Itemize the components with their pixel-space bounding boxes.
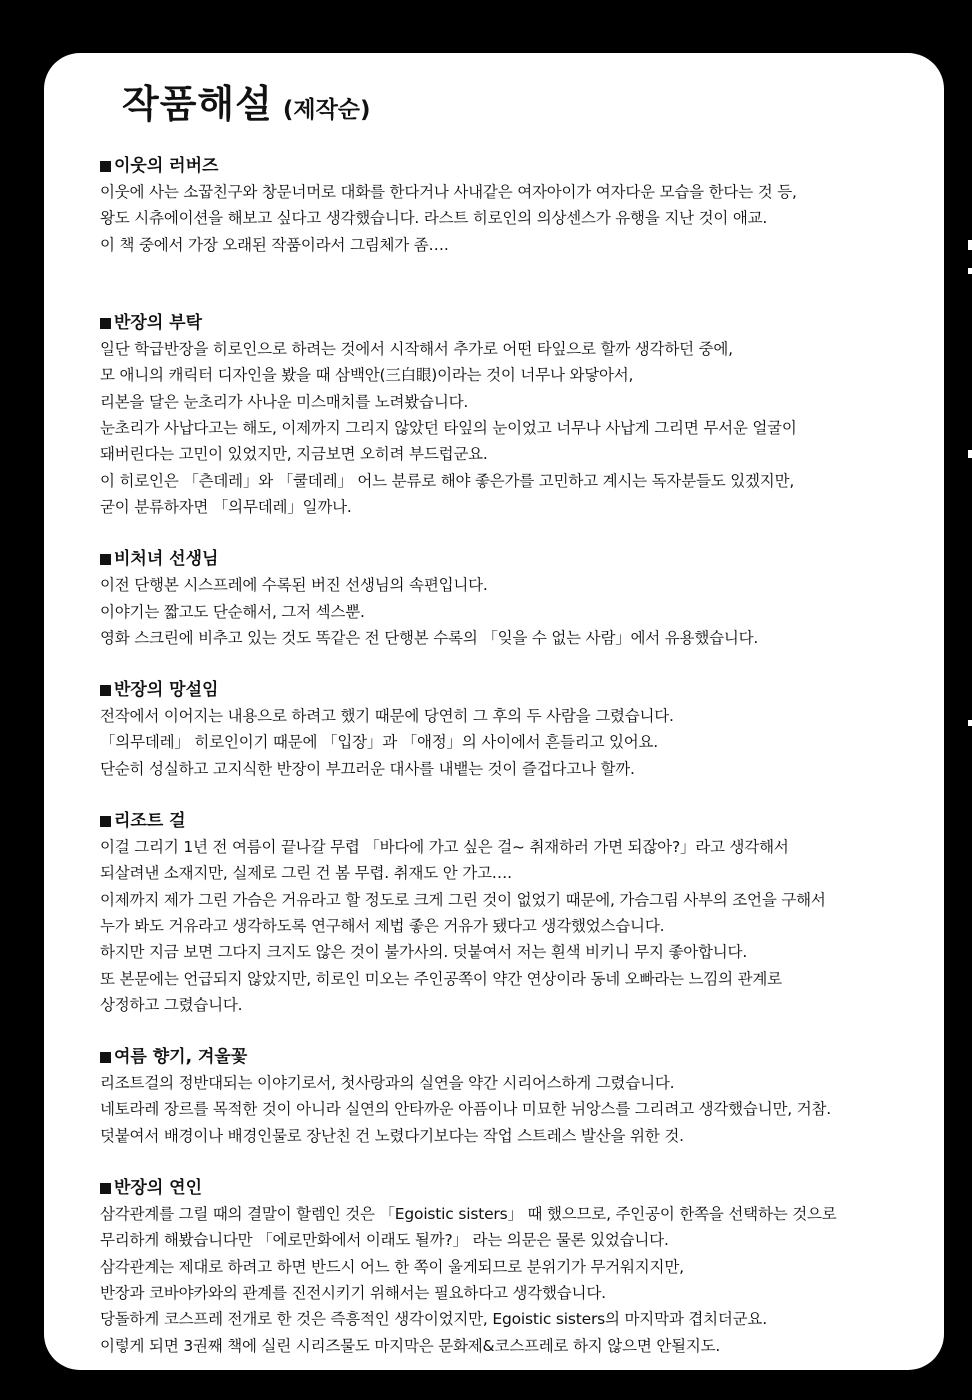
text-line: 왕도 시츄에이션을 해보고 싶다고 생각했습니다. 라스트 히로인의 의상센스가 유행을 지난 것이 애교.: [100, 209, 768, 228]
section-heading-text: 비처녀 선생님: [114, 549, 219, 570]
text-line: 전작에서 이어지는 내용으로 하려고 했기 때문에 당연히 그 후의 두 사람을 그렸습니다.: [100, 707, 674, 726]
text-line: 당돌하게 코스프레 전개로 한 것은 즉흥적인 생각이었지만, Egoistic sisters의 마지막과 겹치더군요.: [100, 1310, 767, 1329]
text-line: 이야기는 짧고도 단순해서, 그저 섹스뿐.: [100, 602, 365, 621]
title-main: 작품해설: [122, 82, 273, 126]
text-line: 눈초리가 사납다고는 해도, 이제까지 그리지 않았던 타잎의 눈이었고 너무나 사납게 그리면 무서운 얼굴이: [100, 419, 797, 438]
square-bullet-icon: [100, 685, 111, 696]
section-heading: [100, 153, 904, 179]
square-bullet-icon: [100, 1052, 111, 1063]
section-heading-text: 반장의 연인: [114, 1178, 203, 1199]
section-heading-text: 여름 향기, 겨울꽃: [114, 1047, 248, 1068]
square-bullet-icon: [100, 1183, 111, 1194]
text-line: 되살려낸 소재지만, 실제로 그린 건 봄 무렵. 취재도 안 가고….: [100, 864, 512, 883]
section: [100, 677, 904, 782]
text-line: 돼버린다는 고민이 있었지만, 지금보면 오히려 부드럽군요.: [100, 445, 488, 464]
section-heading: [100, 808, 904, 834]
text-line: 일단 학급반장을 히로인으로 하려는 것에서 시작해서 추가로 어떤 타잎으로 할까 생각하던 중에,: [100, 340, 733, 359]
text-line: [100, 258, 904, 284]
text-line: 반장과 코바야카와의 관계를 진전시키기 위해서는 필요하다고 생각했습니다.: [100, 1283, 606, 1302]
text-line: 「의무데레」 히로인이기 때문에 「입장」과 「애정」의 사이에서 흔들리고 있어요.: [100, 733, 659, 752]
section-heading-text: 이웃의 러버즈: [114, 156, 219, 176]
text-line: 이제까지 제가 그린 가슴은 거유라고 할 정도로 크게 그린 것이 없었기 때문에, 가슴그림 사부의 조언을 구해서: [100, 890, 826, 909]
section-heading: [100, 1044, 904, 1070]
section: [100, 1044, 904, 1149]
text-line: 네토라레 장르를 목적한 것이 아니라 실연의 안타까운 아픔이나 미묘한 뉘앙스를 그리려고 생각했습니만, 거참.: [100, 1100, 831, 1119]
section: [100, 153, 904, 284]
text-line: 모 애니의 캐릭터 디자인을 봤을 때 삼백안(三白眼)이라는 것이 너무나 와닿아서,: [100, 366, 634, 385]
text-line: 상정하고 그렸습니다.: [100, 995, 243, 1014]
text-line: 누가 봐도 거유라고 생각하도록 연구해서 제법 좋은 거유가 됐다고 생각했었스습니다.: [100, 916, 665, 935]
text-line: 단순히 성실하고 고지식한 반장이 부끄러운 대사를 내뱉는 것이 즐겁다고나 할까.: [100, 759, 635, 778]
sections: [100, 153, 904, 1359]
text-line: 삼각관계를 그릴 때의 결말이 할렘인 것은 「Egoistic sisters」 때 했으므로, 주인공이 한쪽을 선택하는 것으로: [100, 1205, 837, 1224]
section: [100, 808, 904, 1018]
square-bullet-icon: [100, 554, 111, 565]
section: [100, 1175, 904, 1359]
text-line: 이렇게 되면 3권째 책에 실린 시리즈물도 마지막은 문화제&코스프레로 하지 않으면 안될지도.: [100, 1336, 721, 1355]
text-line: 이웃에 사는 소꿉친구와 창문너머로 대화를 한다거나 사내같은 여자아이가 여자다운 모습을 한다는 것 등,: [100, 183, 797, 201]
text-line: 리본을 달은 눈초리가 사나운 미스매치를 노려봤습니다.: [100, 392, 469, 411]
text-line: 영화 스크린에 비추고 있는 것도 똑같은 전 단행본 수록의 「잊을 수 없는 사람」에서 유용했습니다.: [100, 628, 759, 647]
section-heading-text: 리조트 걸: [114, 811, 186, 832]
text-line: 리조트걸의 정반대되는 이야기로서, 첫사랑과의 실연을 약간 시리어스하게 그렸습니다.: [100, 1074, 675, 1093]
section-heading: [100, 677, 904, 703]
text-line: 덧붙여서 배경이나 배경인물로 장난친 건 노렸다기보다는 작업 스트레스 발산을 위한 것.: [100, 1126, 684, 1145]
square-bullet-icon: [100, 318, 111, 329]
section: [100, 546, 904, 651]
square-bullet-icon: [100, 161, 111, 172]
section-heading-text: 반장의 부탁: [114, 313, 203, 334]
text-line: 굳이 분류하자면 「의무데레」일까나.: [100, 497, 352, 516]
text-line: 하지만 지금 보면 그다지 크지도 않은 것이 불가사의. 덧붙여서 저는 흰색 비키니 무지 좋아합니다.: [100, 943, 748, 962]
section-heading-text: 반장의 망설임: [114, 680, 219, 701]
page-title: [122, 73, 904, 139]
title-sub: (제작순): [282, 97, 371, 123]
text-line: 이 히로인은 「츤데레」와 「쿨데레」 어느 분류로 해야 좋은가를 고민하고 계시는 독자분들도 있겠지만,: [100, 471, 795, 490]
section: [100, 310, 904, 520]
text-line: 이 책 중에서 가장 오래된 작품이라서 그림체가 좀….: [100, 235, 449, 254]
text-line: 무리하게 해봤습니다만 「에로만화에서 이래도 될까?」 라는 의문은 물론 있었습니다.: [100, 1231, 669, 1250]
text-line: 이걸 그리기 1년 전 여름이 끝나갈 무렵 「바다에 가고 싶은 걸~ 취재하러 가면 되잖아?」라고 생각해서: [100, 838, 789, 857]
text-line: 삼각관계는 제대로 하려고 하면 반드시 어느 한 쪽이 울게되므로 분위기가 무거워지지만,: [100, 1257, 684, 1276]
text-line: 또 본문에는 언급되지 않았지만, 히로인 미오는 주인공쪽이 약간 연상이라 동네 오빠라는 느낌의 관계로: [100, 969, 782, 988]
text-line: 이전 단행본 시스프레에 수록된 버진 선생님의 속편입니다.: [100, 576, 488, 595]
square-bullet-icon: [100, 816, 111, 827]
section-heading: [100, 310, 904, 336]
document-panel: [44, 53, 944, 1370]
section-heading: [100, 546, 904, 572]
section-heading: [100, 1175, 904, 1201]
